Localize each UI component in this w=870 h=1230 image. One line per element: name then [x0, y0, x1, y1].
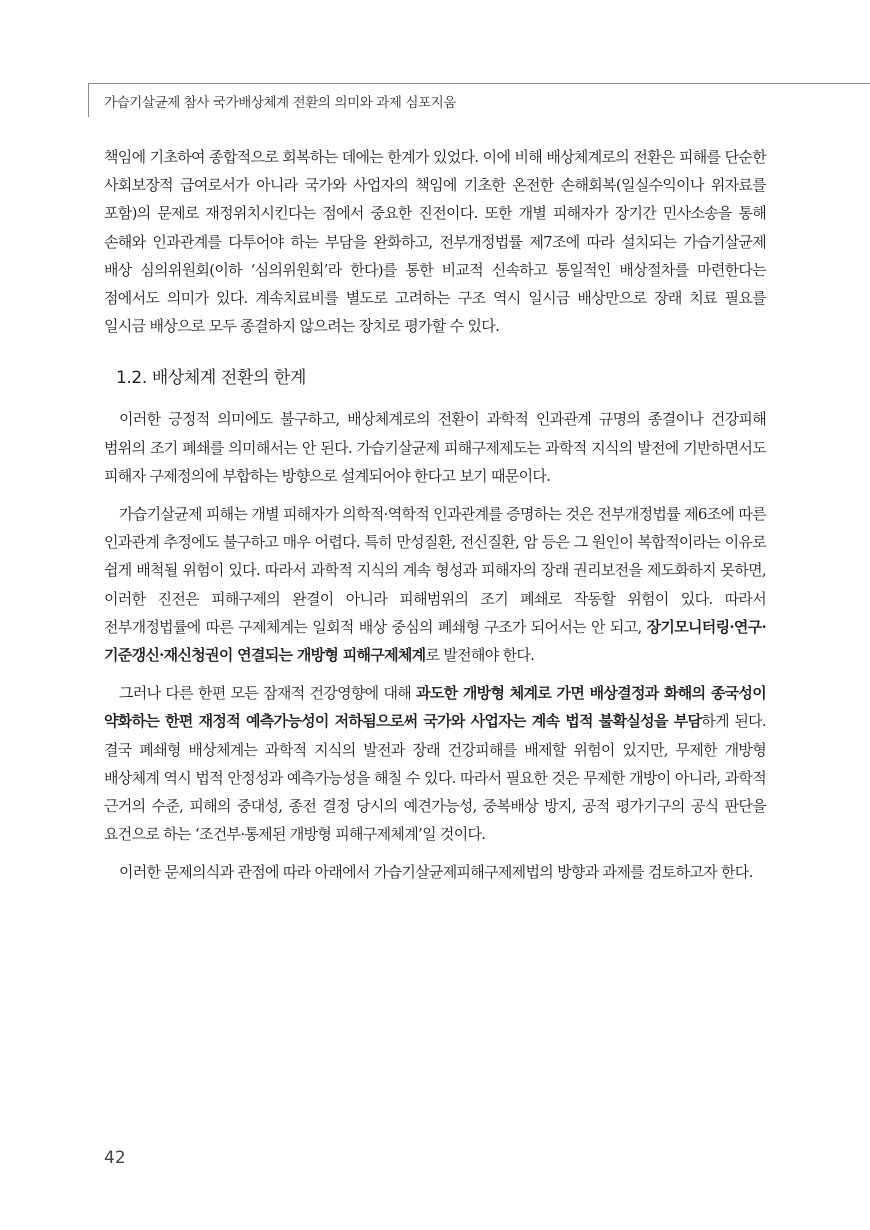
paragraph-5: 이러한 문제의식과 관점에 따라 아래에서 가습기살균제피해구제제법의 방향과 과제를 검토하고자 한다. — [119, 863, 753, 882]
paragraph-4-emphasis: 과도한 개방형 체계로 가면 배상결정과 화해의 종국성이 약화하는 한편 재정적 예측가능성이 저하됨으로써 국가와 사업자는 계속 법적 불확실성을 부담 — [104, 684, 766, 731]
paragraph-2: 이러한 긍정적 의미에도 불구하고, 배상체계로의 전환이 과학적 인과관계 규명의 종결이나 건강피해 범위의 조기 폐쇄를 의미해서는 안 된다. 가습기살균제 피해구제제도는 과학적 지식의 발전에 기반하면서도 피해자 구제정의에 부합하는 방향으로 설계되어야 한다고 보기 때문이다. — [104, 410, 766, 485]
paragraph-4-text-b: 하게 된다. 결국 폐쇄형 배상체계는 과학적 지식의 발전과 장래 건강피해를 배제할 위험이 있지만, 무제한 개방형 배상체계 역시 법적 안정성과 예측가능성을 해칠 수 있다. 따라서 필요한 것은 무제한 개방이 아니라, 과학적 근거의 수준, 피해의 중대성, 종전 결정 당시의 예견가능성, 중복배상 방지, 공적 평가기구의 공식 판단을 요건으로 하는 ‘조건부·통제된 개방형 피해구제체계’일 것이다. — [104, 712, 767, 844]
paragraph-3-emphasis: 장기모니터링·연구·기준갱신·재신청권이 연결되는 개방형 피해구제체계 — [104, 617, 766, 665]
paragraph-3-text-a: 가습기살균제 피해는 개별 피해자가 의학적·역학적 인과관계를 증명하는 것은 전부개정법률 제6조에 따른 인과관계 추정에도 불구하고 매우 어렵다. 특히 만성질환, 전신질환, 암 등은 그 원인이 복합적이라는 이유로 쉽게 배척될 위험이 있다. 따라서 과학적 지식의 계속 형성과 피해자의 장래 권리보전을 제도화하지 못하면, 이러한 진전은 피해구제의 완결이 아니라 피해범위의 조기 폐쇄로 작동할 위험이 있다. 따라서 전부개정법률에 따른 구제체계는 일회적 배상 중심의 폐쇄형 구조가 되어서는 안 되고, — [104, 505, 766, 636]
paragraph-3-text-b: 로 발전해야 한다. — [425, 646, 535, 665]
paragraph-4-text-a: 그러나 다른 한편 모든 잠재적 건강영향에 대해 — [119, 684, 417, 703]
section-heading: 1.2. 배상체계 전환의 한계 — [116, 368, 307, 389]
paragraph-1: 책임에 기초하여 종합적으로 회복하는 데에는 한계가 있었다. 이에 비해 배상체계로의 전환은 피해를 단순한 사회보장적 급여로서가 아니라 국가와 사업자의 책임에 기초한 온전한 손해회복(일실수익이나 위자료를 포함)의 문제로 재정위치시킨다는 점에서 중요한 진전이다. 또한 개별 피해자가 장기간 민사소송을 통해 손해와 인과관계를 다투어야 하는 부담을 완화하고, 전부개정법률 제7조에 따라 설치되는 가습기살균제 배상 심의위원회(이하 ‘심의위원회’라 한다)를 통한 비교적 신속하고 통일적인 배상절차를 마련한다는 점에서도 의미가 있다. 계속치료비를 별도로 고려하는 구조 역시 일시금 배상만으로 장래 치료 필요를 일시금 배상으로 모두 종결하지 않으려는 장치로 평가할 수 있다. — [104, 148, 766, 336]
paragraph-4 — [104, 679, 766, 848]
header-rule — [88, 83, 870, 84]
page-body — [104, 143, 766, 897]
running-header-title: 가습기살균제 참사 국가배상체계 전환의 의미와 과제 심포지움 — [104, 95, 457, 111]
header-rule-vertical — [88, 83, 89, 117]
page-number: 42 — [104, 1148, 126, 1168]
paragraph-3 — [104, 500, 766, 669]
